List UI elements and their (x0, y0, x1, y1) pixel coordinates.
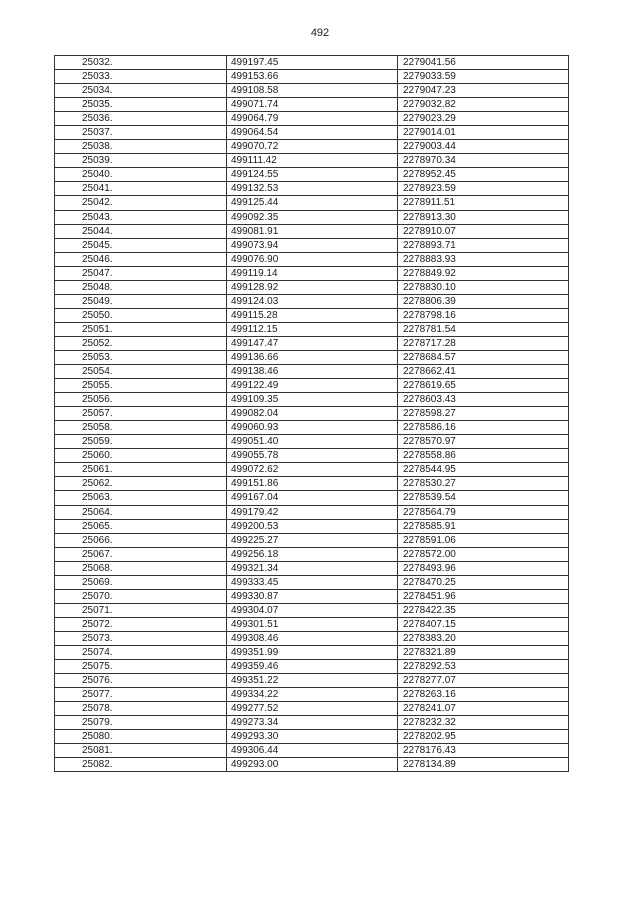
point-number-cell: 25060. (55, 449, 227, 463)
x-coordinate-cell: 499082.04 (227, 407, 398, 421)
x-coordinate-cell: 499071.74 (227, 98, 398, 112)
point-number-cell: 25077. (55, 688, 227, 702)
table-row (55, 154, 569, 168)
point-number-cell: 25065. (55, 519, 227, 533)
point-number-cell: 25054. (55, 365, 227, 379)
table-row (55, 631, 569, 645)
x-coordinate-cell: 499125.44 (227, 196, 398, 210)
point-number-cell: 25078. (55, 702, 227, 716)
point-number-cell: 25034. (55, 84, 227, 98)
table-row (55, 182, 569, 196)
point-number-cell: 25079. (55, 716, 227, 730)
x-coordinate-cell: 499333.45 (227, 575, 398, 589)
table-row (55, 491, 569, 505)
point-number-cell: 25062. (55, 477, 227, 491)
x-coordinate-cell: 499321.34 (227, 561, 398, 575)
point-number-cell: 25064. (55, 505, 227, 519)
y-coordinate-cell: 2278923.59 (398, 182, 569, 196)
x-coordinate-cell: 499064.79 (227, 112, 398, 126)
point-number-cell: 25052. (55, 336, 227, 350)
point-number-cell: 25076. (55, 674, 227, 688)
y-coordinate-cell: 2278470.25 (398, 575, 569, 589)
point-number-cell: 25068. (55, 561, 227, 575)
table-row (55, 140, 569, 154)
table-row (55, 365, 569, 379)
y-coordinate-cell: 2279003.44 (398, 140, 569, 154)
table-row (55, 238, 569, 252)
x-coordinate-cell: 499124.03 (227, 294, 398, 308)
table-row (55, 547, 569, 561)
point-number-cell: 25040. (55, 168, 227, 182)
y-coordinate-cell: 2278586.16 (398, 421, 569, 435)
x-coordinate-cell: 499167.04 (227, 491, 398, 505)
x-coordinate-cell: 499330.87 (227, 589, 398, 603)
y-coordinate-cell: 2278407.15 (398, 617, 569, 631)
table-row (55, 575, 569, 589)
table-row (55, 280, 569, 294)
table-row (55, 758, 569, 772)
x-coordinate-cell: 499119.14 (227, 266, 398, 280)
point-number-cell: 25082. (55, 758, 227, 772)
y-coordinate-cell: 2278544.95 (398, 463, 569, 477)
x-coordinate-cell: 499293.00 (227, 758, 398, 772)
y-coordinate-cell: 2278241.07 (398, 702, 569, 716)
y-coordinate-cell: 2278598.27 (398, 407, 569, 421)
point-number-cell: 25042. (55, 196, 227, 210)
y-coordinate-cell: 2278717.28 (398, 336, 569, 350)
y-coordinate-cell: 2278849.92 (398, 266, 569, 280)
x-coordinate-cell: 499273.34 (227, 716, 398, 730)
point-number-cell: 25067. (55, 547, 227, 561)
x-coordinate-cell: 499351.99 (227, 645, 398, 659)
point-number-cell: 25043. (55, 210, 227, 224)
y-coordinate-cell: 2278585.91 (398, 519, 569, 533)
x-coordinate-cell: 499051.40 (227, 435, 398, 449)
y-coordinate-cell: 2279014.01 (398, 126, 569, 140)
y-coordinate-cell: 2278952.45 (398, 168, 569, 182)
y-coordinate-cell: 2279032.82 (398, 98, 569, 112)
x-coordinate-cell: 499200.53 (227, 519, 398, 533)
table-row (55, 393, 569, 407)
x-coordinate-cell: 499197.45 (227, 56, 398, 70)
table-row (55, 435, 569, 449)
x-coordinate-cell: 499138.46 (227, 365, 398, 379)
table-row (55, 533, 569, 547)
y-coordinate-cell: 2278570.97 (398, 435, 569, 449)
y-coordinate-cell: 2278798.16 (398, 308, 569, 322)
point-number-cell: 25051. (55, 322, 227, 336)
point-number-cell: 25070. (55, 589, 227, 603)
table-row (55, 730, 569, 744)
point-number-cell: 25036. (55, 112, 227, 126)
point-number-cell: 25039. (55, 154, 227, 168)
y-coordinate-cell: 2278662.41 (398, 365, 569, 379)
point-number-cell: 25050. (55, 308, 227, 322)
point-number-cell: 25048. (55, 280, 227, 294)
y-coordinate-cell: 2278277.07 (398, 674, 569, 688)
table-row (55, 519, 569, 533)
point-number-cell: 25058. (55, 421, 227, 435)
point-number-cell: 25046. (55, 252, 227, 266)
table-row (55, 561, 569, 575)
y-coordinate-cell: 2278830.10 (398, 280, 569, 294)
x-coordinate-cell: 499225.27 (227, 533, 398, 547)
y-coordinate-cell: 2278321.89 (398, 645, 569, 659)
x-coordinate-cell: 499351.22 (227, 674, 398, 688)
y-coordinate-cell: 2278893.71 (398, 238, 569, 252)
x-coordinate-cell: 499122.49 (227, 379, 398, 393)
point-number-cell: 25057. (55, 407, 227, 421)
table-row (55, 350, 569, 364)
point-number-cell: 25074. (55, 645, 227, 659)
y-coordinate-cell: 2278781.54 (398, 322, 569, 336)
x-coordinate-cell: 499109.35 (227, 393, 398, 407)
x-coordinate-cell: 499072.62 (227, 463, 398, 477)
table-row (55, 98, 569, 112)
x-coordinate-cell: 499055.78 (227, 449, 398, 463)
y-coordinate-cell: 2278684.57 (398, 350, 569, 364)
table-row (55, 112, 569, 126)
x-coordinate-cell: 499092.35 (227, 210, 398, 224)
point-number-cell: 25044. (55, 224, 227, 238)
point-number-cell: 25037. (55, 126, 227, 140)
table-row (55, 210, 569, 224)
table-row (55, 744, 569, 758)
y-coordinate-cell: 2278176.43 (398, 744, 569, 758)
table-row (55, 56, 569, 70)
table-row (55, 477, 569, 491)
table-row (55, 168, 569, 182)
x-coordinate-cell: 499112.15 (227, 322, 398, 336)
x-coordinate-cell: 499179.42 (227, 505, 398, 519)
table-row (55, 603, 569, 617)
table-row (55, 224, 569, 238)
point-number-cell: 25081. (55, 744, 227, 758)
table-row (55, 308, 569, 322)
y-coordinate-cell: 2278910.07 (398, 224, 569, 238)
y-coordinate-cell: 2278806.39 (398, 294, 569, 308)
table-row (55, 336, 569, 350)
x-coordinate-cell: 499108.58 (227, 84, 398, 98)
x-coordinate-cell: 499256.18 (227, 547, 398, 561)
point-number-cell: 25073. (55, 631, 227, 645)
x-coordinate-cell: 499304.07 (227, 603, 398, 617)
y-coordinate-cell: 2278134.89 (398, 758, 569, 772)
y-coordinate-cell: 2278572.00 (398, 547, 569, 561)
y-coordinate-cell: 2279041.56 (398, 56, 569, 70)
point-number-cell: 25059. (55, 435, 227, 449)
point-number-cell: 25056. (55, 393, 227, 407)
point-number-cell: 25047. (55, 266, 227, 280)
table-row (55, 589, 569, 603)
table-row (55, 266, 569, 280)
table-row (55, 463, 569, 477)
y-coordinate-cell: 2278422.35 (398, 603, 569, 617)
table-row (55, 688, 569, 702)
table-row (55, 716, 569, 730)
x-coordinate-cell: 499073.94 (227, 238, 398, 252)
table-row (55, 407, 569, 421)
point-number-cell: 25049. (55, 294, 227, 308)
y-coordinate-cell: 2278558.86 (398, 449, 569, 463)
table-row (55, 702, 569, 716)
x-coordinate-cell: 499308.46 (227, 631, 398, 645)
point-number-cell: 25061. (55, 463, 227, 477)
table-row (55, 84, 569, 98)
x-coordinate-cell: 499111.42 (227, 154, 398, 168)
y-coordinate-cell: 2278451.96 (398, 589, 569, 603)
x-coordinate-cell: 499081.91 (227, 224, 398, 238)
x-coordinate-cell: 499151.86 (227, 477, 398, 491)
point-number-cell: 25045. (55, 238, 227, 252)
point-number-cell: 25038. (55, 140, 227, 154)
x-coordinate-cell: 499124.55 (227, 168, 398, 182)
y-coordinate-cell: 2279023.29 (398, 112, 569, 126)
y-coordinate-cell: 2278202.95 (398, 730, 569, 744)
x-coordinate-cell: 499076.90 (227, 252, 398, 266)
x-coordinate-cell: 499136.66 (227, 350, 398, 364)
x-coordinate-cell: 499070.72 (227, 140, 398, 154)
coordinates-table (54, 55, 569, 772)
point-number-cell: 25033. (55, 70, 227, 84)
y-coordinate-cell: 2278911.51 (398, 196, 569, 210)
y-coordinate-cell: 2278232.32 (398, 716, 569, 730)
table-row (55, 294, 569, 308)
x-coordinate-cell: 499334.22 (227, 688, 398, 702)
table-row (55, 645, 569, 659)
y-coordinate-cell: 2279033.59 (398, 70, 569, 84)
y-coordinate-cell: 2278591.06 (398, 533, 569, 547)
table-row (55, 126, 569, 140)
point-number-cell: 25075. (55, 660, 227, 674)
y-coordinate-cell: 2278530.27 (398, 477, 569, 491)
y-coordinate-cell: 2278493.96 (398, 561, 569, 575)
x-coordinate-cell: 499132.53 (227, 182, 398, 196)
coordinates-table-body (55, 56, 569, 772)
x-coordinate-cell: 499153.66 (227, 70, 398, 84)
x-coordinate-cell: 499060.93 (227, 421, 398, 435)
y-coordinate-cell: 2278539.54 (398, 491, 569, 505)
x-coordinate-cell: 499147.47 (227, 336, 398, 350)
point-number-cell: 25053. (55, 350, 227, 364)
point-number-cell: 25066. (55, 533, 227, 547)
table-row (55, 252, 569, 266)
y-coordinate-cell: 2278619.65 (398, 379, 569, 393)
y-coordinate-cell: 2278263.16 (398, 688, 569, 702)
x-coordinate-cell: 499115.28 (227, 308, 398, 322)
x-coordinate-cell: 499306.44 (227, 744, 398, 758)
point-number-cell: 25071. (55, 603, 227, 617)
y-coordinate-cell: 2278564.79 (398, 505, 569, 519)
x-coordinate-cell: 499064.54 (227, 126, 398, 140)
y-coordinate-cell: 2278883.93 (398, 252, 569, 266)
table-row (55, 617, 569, 631)
y-coordinate-cell: 2278292.53 (398, 660, 569, 674)
point-number-cell: 25063. (55, 491, 227, 505)
table-row (55, 674, 569, 688)
table-row (55, 505, 569, 519)
table-row (55, 379, 569, 393)
point-number-cell: 25080. (55, 730, 227, 744)
table-row (55, 449, 569, 463)
table-row (55, 421, 569, 435)
x-coordinate-cell: 499293.30 (227, 730, 398, 744)
point-number-cell: 25041. (55, 182, 227, 196)
y-coordinate-cell: 2278913.30 (398, 210, 569, 224)
table-row (55, 322, 569, 336)
x-coordinate-cell: 499359.46 (227, 660, 398, 674)
point-number-cell: 25055. (55, 379, 227, 393)
y-coordinate-cell: 2278970.34 (398, 154, 569, 168)
y-coordinate-cell: 2278603.43 (398, 393, 569, 407)
table-row (55, 196, 569, 210)
point-number-cell: 25032. (55, 56, 227, 70)
x-coordinate-cell: 499128.92 (227, 280, 398, 294)
point-number-cell: 25069. (55, 575, 227, 589)
y-coordinate-cell: 2279047.23 (398, 84, 569, 98)
y-coordinate-cell: 2278383.20 (398, 631, 569, 645)
table-row (55, 660, 569, 674)
point-number-cell: 25035. (55, 98, 227, 112)
x-coordinate-cell: 499277.52 (227, 702, 398, 716)
page-number: 492 (310, 27, 330, 39)
point-number-cell: 25072. (55, 617, 227, 631)
x-coordinate-cell: 499301.51 (227, 617, 398, 631)
table-row (55, 70, 569, 84)
